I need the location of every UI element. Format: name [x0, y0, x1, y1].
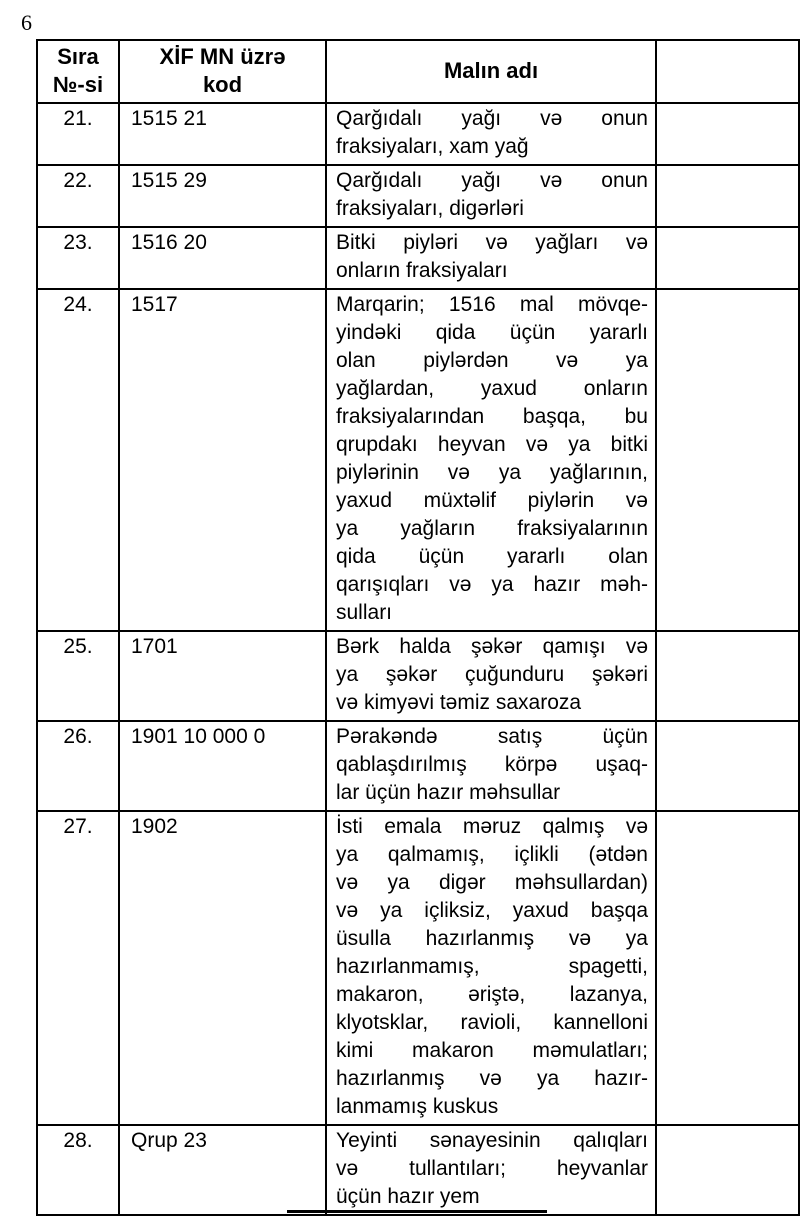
name-line: Qarğıdalı yağı və onun — [336, 107, 648, 130]
table-row — [37, 227, 799, 289]
name-line: hazırlanmamış, spagetti, — [336, 955, 648, 978]
empty-cell — [656, 103, 799, 165]
name-line: qrupdakı heyvan və ya bitki — [336, 433, 648, 456]
name-line: üçün hazır yem — [336, 1185, 480, 1208]
header-cell-xif-code — [119, 40, 326, 103]
name-line: yağlardan, yaxud onların — [336, 377, 648, 400]
table-row — [37, 721, 799, 811]
code-cell: 1515 21 — [119, 103, 326, 165]
row-number-cell: 24. — [37, 289, 119, 631]
header-cell-sira-no — [37, 40, 119, 103]
table-row — [37, 103, 799, 165]
name-line: sulları — [336, 601, 393, 624]
name-line: fraksiyaları, xam yağ — [336, 135, 529, 158]
name-line: və kimyəvi təmiz saxaroza — [336, 691, 582, 714]
name-line: üsulla hazırlanmış və ya — [336, 927, 648, 950]
name-line: qarışıqları və ya hazır məh- — [336, 573, 648, 596]
code-cell: 1516 20 — [119, 227, 326, 289]
name-cell — [326, 103, 656, 165]
name-line: kimi makaron məmulatları; — [336, 1039, 648, 1062]
row-number-cell: 28. — [37, 1125, 119, 1215]
empty-cell — [656, 227, 799, 289]
table-row — [37, 165, 799, 227]
code-cell: 1901 10 000 0 — [119, 721, 326, 811]
empty-cell — [656, 631, 799, 721]
name-line: və tullantıları; heyvanlar — [336, 1157, 648, 1180]
table-row — [37, 631, 799, 721]
name-line: fraksiyaları, digərləri — [336, 197, 524, 220]
name-cell — [326, 289, 656, 631]
code-cell: 1701 — [119, 631, 326, 721]
name-cell — [326, 811, 656, 1125]
name-cell — [326, 1125, 656, 1215]
table-row — [37, 811, 799, 1125]
row-number-cell: 26. — [37, 721, 119, 811]
code-cell: 1517 — [119, 289, 326, 631]
header-line: Sıra — [57, 44, 99, 69]
page-number: 6 — [21, 10, 32, 35]
name-line: İsti emala məruz qalmış və — [336, 815, 648, 838]
name-line: ya şəkər çuğunduru şəkəri — [336, 663, 648, 686]
empty-cell — [656, 1125, 799, 1215]
header-line: №-si — [52, 72, 104, 97]
row-number-cell: 25. — [37, 631, 119, 721]
name-line: ya yağların fraksiyalarının — [336, 517, 648, 540]
header-cell-empty — [656, 40, 799, 103]
row-number-cell: 23. — [37, 227, 119, 289]
table-row — [37, 1125, 799, 1215]
row-number-cell: 27. — [37, 811, 119, 1125]
name-line: hazırlanmış və ya hazır- — [336, 1067, 648, 1090]
name-line: Pərakəndə satış üçün — [336, 725, 648, 748]
name-line: lanmamış kuskus — [336, 1095, 499, 1118]
empty-cell — [656, 811, 799, 1125]
name-cell — [326, 165, 656, 227]
name-cell — [326, 227, 656, 289]
header-line: XİF MN üzrə — [159, 44, 286, 69]
table-row — [37, 289, 799, 631]
section-end-divider — [287, 1210, 547, 1213]
name-cell — [326, 631, 656, 721]
name-line: Qarğıdalı yağı və onun — [336, 169, 648, 192]
code-cell: 1902 — [119, 811, 326, 1125]
name-line: ya qalmamış, içlikli (ətdən — [336, 843, 648, 866]
row-number-cell: 22. — [37, 165, 119, 227]
goods-table — [36, 39, 800, 1216]
code-cell: Qrup 23 — [119, 1125, 326, 1215]
name-line: Bitki piyləri və yağları və — [336, 231, 648, 254]
header-line: kod — [202, 72, 243, 97]
name-line: fraksiyalarından başqa, bu — [336, 405, 648, 428]
name-line: onların fraksiyaları — [336, 259, 508, 282]
name-line: makaron, əriştə, lazanya, — [336, 983, 648, 1006]
empty-cell — [656, 721, 799, 811]
name-line: yindəki qida üçün yararlı — [336, 321, 648, 344]
name-line: yaxud müxtəlif piylərin və — [336, 489, 648, 512]
row-number-cell: 21. — [37, 103, 119, 165]
code-cell: 1515 29 — [119, 165, 326, 227]
name-line: klyotsklar, ravioli, kannelloni — [336, 1011, 648, 1034]
name-line: Bərk halda şəkər qamışı və — [336, 635, 648, 658]
name-line: qablaşdırılmış körpə uşaq- — [336, 753, 648, 776]
header-line: Malın adı — [443, 58, 539, 83]
empty-cell — [656, 165, 799, 227]
empty-cell — [656, 289, 799, 631]
header-cell-malin-adi — [326, 40, 656, 103]
name-line: Marqarin; 1516 mal mövqe- — [336, 293, 648, 316]
name-line: və ya içliksiz, yaxud başqa — [336, 899, 648, 922]
name-line: lar üçün hazır məhsullar — [336, 781, 561, 804]
table-header-row — [37, 40, 799, 103]
name-line: piylərinin və ya yağlarının, — [336, 461, 648, 484]
name-cell — [326, 721, 656, 811]
name-line: qida üçün yararlı olan — [336, 545, 648, 568]
name-line: olan piylərdən və ya — [336, 349, 648, 372]
name-line: Yeyinti sənayesinin qalıqları — [336, 1129, 648, 1152]
name-line: və ya digər məhsullardan) — [336, 871, 648, 894]
